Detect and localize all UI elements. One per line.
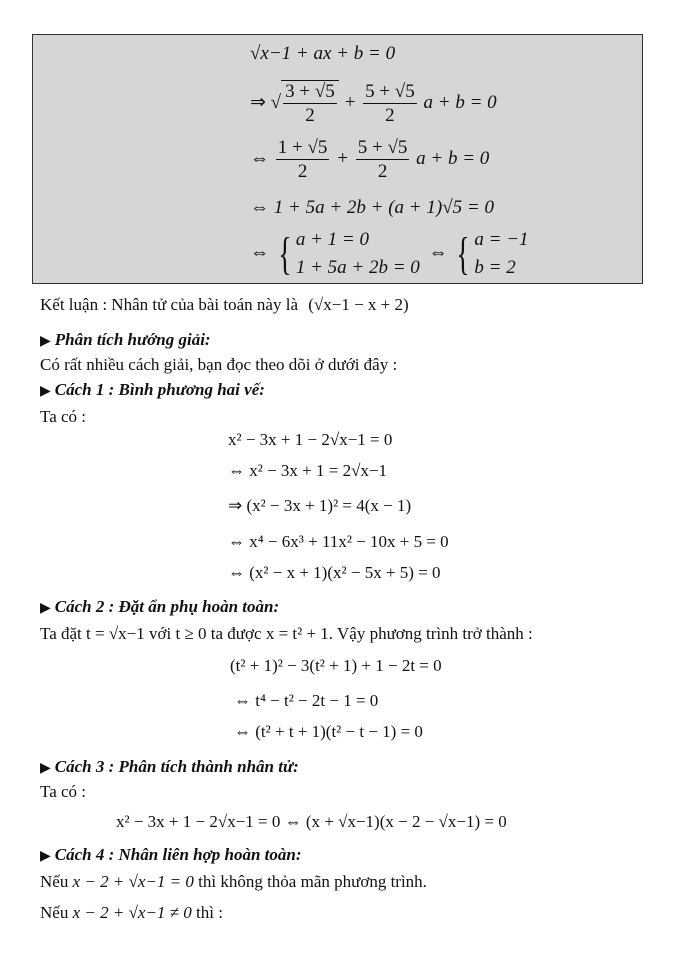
method4-line1: Nếu x − 2 + √x−1 = 0 thì không thỏa mãn phương trình.	[40, 872, 427, 891]
conclusion-line: Kết luận : Nhân tử của bài toán này là (√x−1 − x + 2)	[40, 295, 409, 314]
method2-line-2: ⇔ t⁴ − t² − 2t − 1 = 0	[234, 691, 379, 710]
method1-heading: ▶ Cách 1 : Bình phương hai vế:	[40, 380, 265, 399]
method2-line-1: (t² + 1)² − 3(t² + 1) + 1 − 2t = 0	[230, 656, 442, 675]
box-eq2: ⇒ √ $\frac{3 + √5}{2}$ + $\frac{5 + √5}{2}$ a + b = 0	[250, 81, 497, 126]
method1-line-2: ⇔ x² − 3x + 1 = 2√x−1	[228, 461, 388, 480]
method2-intro: Ta đặt t = √x−1 với t ≥ 0 ta được x = t² + 1. Vậy phương trình trở thành :	[40, 624, 533, 643]
method3-intro: Ta có :	[40, 782, 87, 801]
box-eq3: ⇔ $\frac{1 + √5}{2}$ + $\frac{5 + √5}{2}$ a + b = 0	[250, 137, 490, 182]
method1-line-3: ⇒ (x² − 3x + 1)² = 4(x − 1)	[228, 496, 412, 515]
analysis-heading: ▶ Phân tích hướng giải:	[40, 330, 211, 349]
method2-line-3: ⇔ (t² + t + 1)(t² − t − 1) = 0	[234, 722, 423, 741]
method1-line-1: x² − 3x + 1 − 2√x−1 = 0	[228, 430, 393, 449]
method4-line2: Nếu x − 2 + √x−1 ≠ 0 thì :	[40, 903, 223, 922]
box-eq4: ⇔ 1 + 5a + 2b + (a + 1)√5 = 0	[250, 197, 494, 218]
method2-heading: ▶ Cách 2 : Đặt ẩn phụ hoàn toàn:	[40, 597, 280, 616]
box-eq1: √x−1 + ax + b = 0	[250, 43, 396, 64]
method4-heading: ▶ Cách 4 : Nhân liên hợp hoàn toàn:	[40, 845, 302, 864]
method1-line-4: ⇔ x⁴ − 6x³ + 11x² − 10x + 5 = 0	[228, 532, 449, 551]
box-eq5: ⇔ { a + 1 = 0 1 + 5a + 2b = 0 ⇔ { a = −1 b = 2	[250, 227, 529, 279]
method1-intro: Ta có :	[40, 407, 87, 426]
method1-line-5: ⇔ (x² − x + 1)(x² − 5x + 5) = 0	[228, 563, 441, 582]
analysis-text: Có rất nhiều cách giải, bạn đọc theo dõi ở dưới đây :	[40, 355, 398, 374]
method3-heading: ▶ Cách 3 : Phân tích thành nhân tử:	[40, 757, 299, 776]
method3-line: x² − 3x + 1 − 2√x−1 = 0 ⇔ (x + √x−1)(x − 2 − √x−1) = 0	[116, 812, 507, 831]
